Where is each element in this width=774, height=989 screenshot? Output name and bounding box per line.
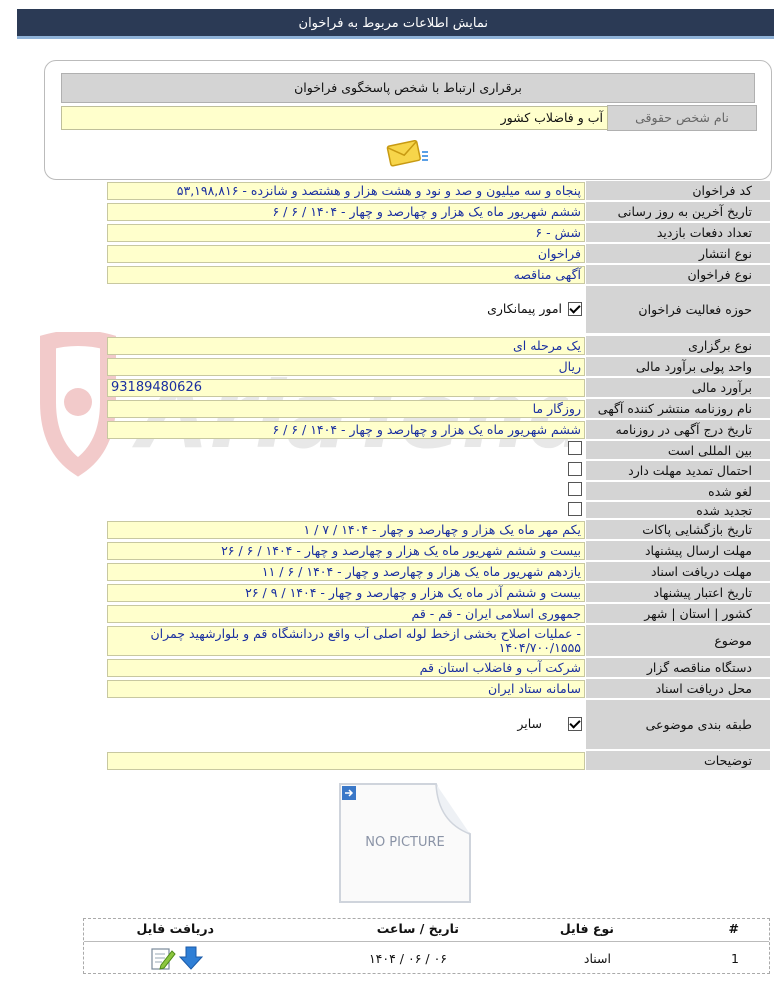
no-picture-image [338,782,472,904]
files-header-num: # [728,921,739,936]
field-value-newspaper-date: ۶ / ۶ / ۱۴۰۴ - ششم شهریور ماه یک هزار و چهارصد و چهار [107,421,585,439]
field-label-newspaper-date: تاریخ درج آگهی در روزنامه [586,420,770,440]
org-value: آب و فاضلاب کشور [61,106,608,130]
field-value-validity: ۲۶ / ۹ / ۱۴۰۴ - بیست و ششم آذر ماه یک هزار و چهارصد و چهار [107,584,585,602]
org-label: نام شخص حقوقی [607,105,757,131]
contact-card [44,60,772,180]
field-label-last-update: تاریخ آخرین به روز رسانی [586,202,770,222]
envelope-icon[interactable] [385,137,431,171]
field-value-tender-code: ۵۳,۱۹۸,۸۱۶ - پنجاه و سه میلیون و صد و نود و هشت هزار و هشتصد و شانزده [107,182,585,200]
field-value-publish-type: فراخوان [107,245,585,263]
field-label-notes: توضیحات [586,751,770,771]
field-label-newspaper: نام روزنامه منتشر کننده آگهی [586,399,770,419]
files-header-divider [84,941,769,942]
field-label-tender-code: کد فراخوان [586,181,770,201]
field-value-newspaper: روزگار ما [107,400,585,418]
field-value-visit-count: ۶ - شش [107,224,585,242]
category-checkbox[interactable] [568,717,582,731]
activity-option-label: امور پیمانکاری [487,301,562,316]
subject-line-2: ۱۴۰۴/۷۰۰/۱۵۵۵ [498,640,581,655]
field-value-submission-deadline: ۲۶ / ۶ / ۱۴۰۴ - بیست و ششم شهریور ماه یک هزار و چهارصد و چهار [107,542,585,560]
subject-line-1: عملیات اصلاح بخشی ازخط لوله اصلی آب واقع دردانشگاه قم و بلوارشهید چمران - [150,626,581,641]
files-table [83,918,770,974]
field-label-opening-date: تاریخ بازگشایی پاکات [586,520,770,540]
no-picture-text: NO PICTURE [365,835,445,850]
field-label-location: کشور | استان | شهر [586,604,770,624]
field-label-docs-location: محل دریافت اسناد [586,679,770,699]
file-row-num: 1 [731,951,739,966]
field-value-notes [107,752,585,770]
field-label-docs-deadline: مهلت دریافت اسناد [586,562,770,582]
field-value-estimate: 93189480626 [107,379,585,397]
cancelled-checkbox[interactable] [568,482,582,496]
field-value-docs-location: سامانه ستاد ایران [107,680,585,698]
field-label-visit-count: تعداد دفعات بازدید [586,223,770,243]
category-option-label: سایر [517,716,542,731]
field-value-last-update: ۶ / ۶ / ۱۴۰۴ - ششم شهریور ماه یک هزار و چهارصد و چهار [107,203,585,221]
field-label-publish-type: نوع انتشار [586,244,770,264]
field-label-currency: واحد پولی برآورد مالی [586,357,770,377]
flag-label-extension: احتمال تمدید مهلت دارد [586,461,770,481]
field-value-currency: ریال [107,358,585,376]
field-label-tender-type: نوع فراخوان [586,265,770,285]
page-title: نمایش اطلاعات مربوط به فراخوان [298,16,488,31]
field-label-category: طبقه بندی موضوعی [586,700,770,750]
field-label-holding-type: نوع برگزاری [586,336,770,356]
field-value-tender-type: آگهی مناقصه [107,266,585,284]
field-label-validity: تاریخ اعتبار پیشنهاد [586,583,770,603]
field-label-subject: موضوع [586,625,770,657]
file-row-type: اسناد [583,951,611,966]
field-label-organizer: دستگاه مناقصه گزار [586,658,770,678]
flag-label-cancelled: لغو شده [586,482,770,501]
field-label-estimate: برآورد مالی [586,378,770,398]
flag-label-renewed: تجدید شده [586,502,770,519]
renewed-checkbox[interactable] [568,502,582,516]
flag-label-international: بین المللی است [586,441,770,460]
files-header-download: دریافت فایل [136,921,214,936]
edit-icon[interactable] [150,945,176,971]
field-value-holding-type: یک مرحله ای [107,337,585,355]
page-title-bar [17,9,774,39]
field-value-subject [107,626,585,656]
field-value-opening-date: ۱ / ۷ / ۱۴۰۴ - یکم مهر ماه یک هزار و چهارصد و چهار [107,521,585,539]
file-row-date: ۱۴۰۴ / ۰۶ / ۰۶ [368,951,447,966]
field-value-organizer: شرکت آب و فاضلاب استان قم [107,659,585,677]
files-header-type: نوع فایل [559,921,614,936]
activity-checkbox[interactable] [568,302,582,316]
files-header-date: تاریخ / ساعت [376,921,459,936]
international-checkbox[interactable] [568,441,582,455]
field-value-location: جمهوری اسلامی ایران - قم - قم [107,605,585,623]
download-icon[interactable] [178,945,204,971]
contact-header[interactable]: برقراری ارتباط با شخص پاسخگوی فراخوان [61,73,755,103]
field-label-submission-deadline: مهلت ارسال پیشنهاد [586,541,770,561]
field-value-docs-deadline: ۱۱ / ۶ / ۱۴۰۴ - یازدهم شهریور ماه یک هزار و چهارصد و چهار [107,563,585,581]
extension-checkbox[interactable] [568,462,582,476]
field-label-activity: حوزه فعالیت فراخوان [586,286,770,334]
